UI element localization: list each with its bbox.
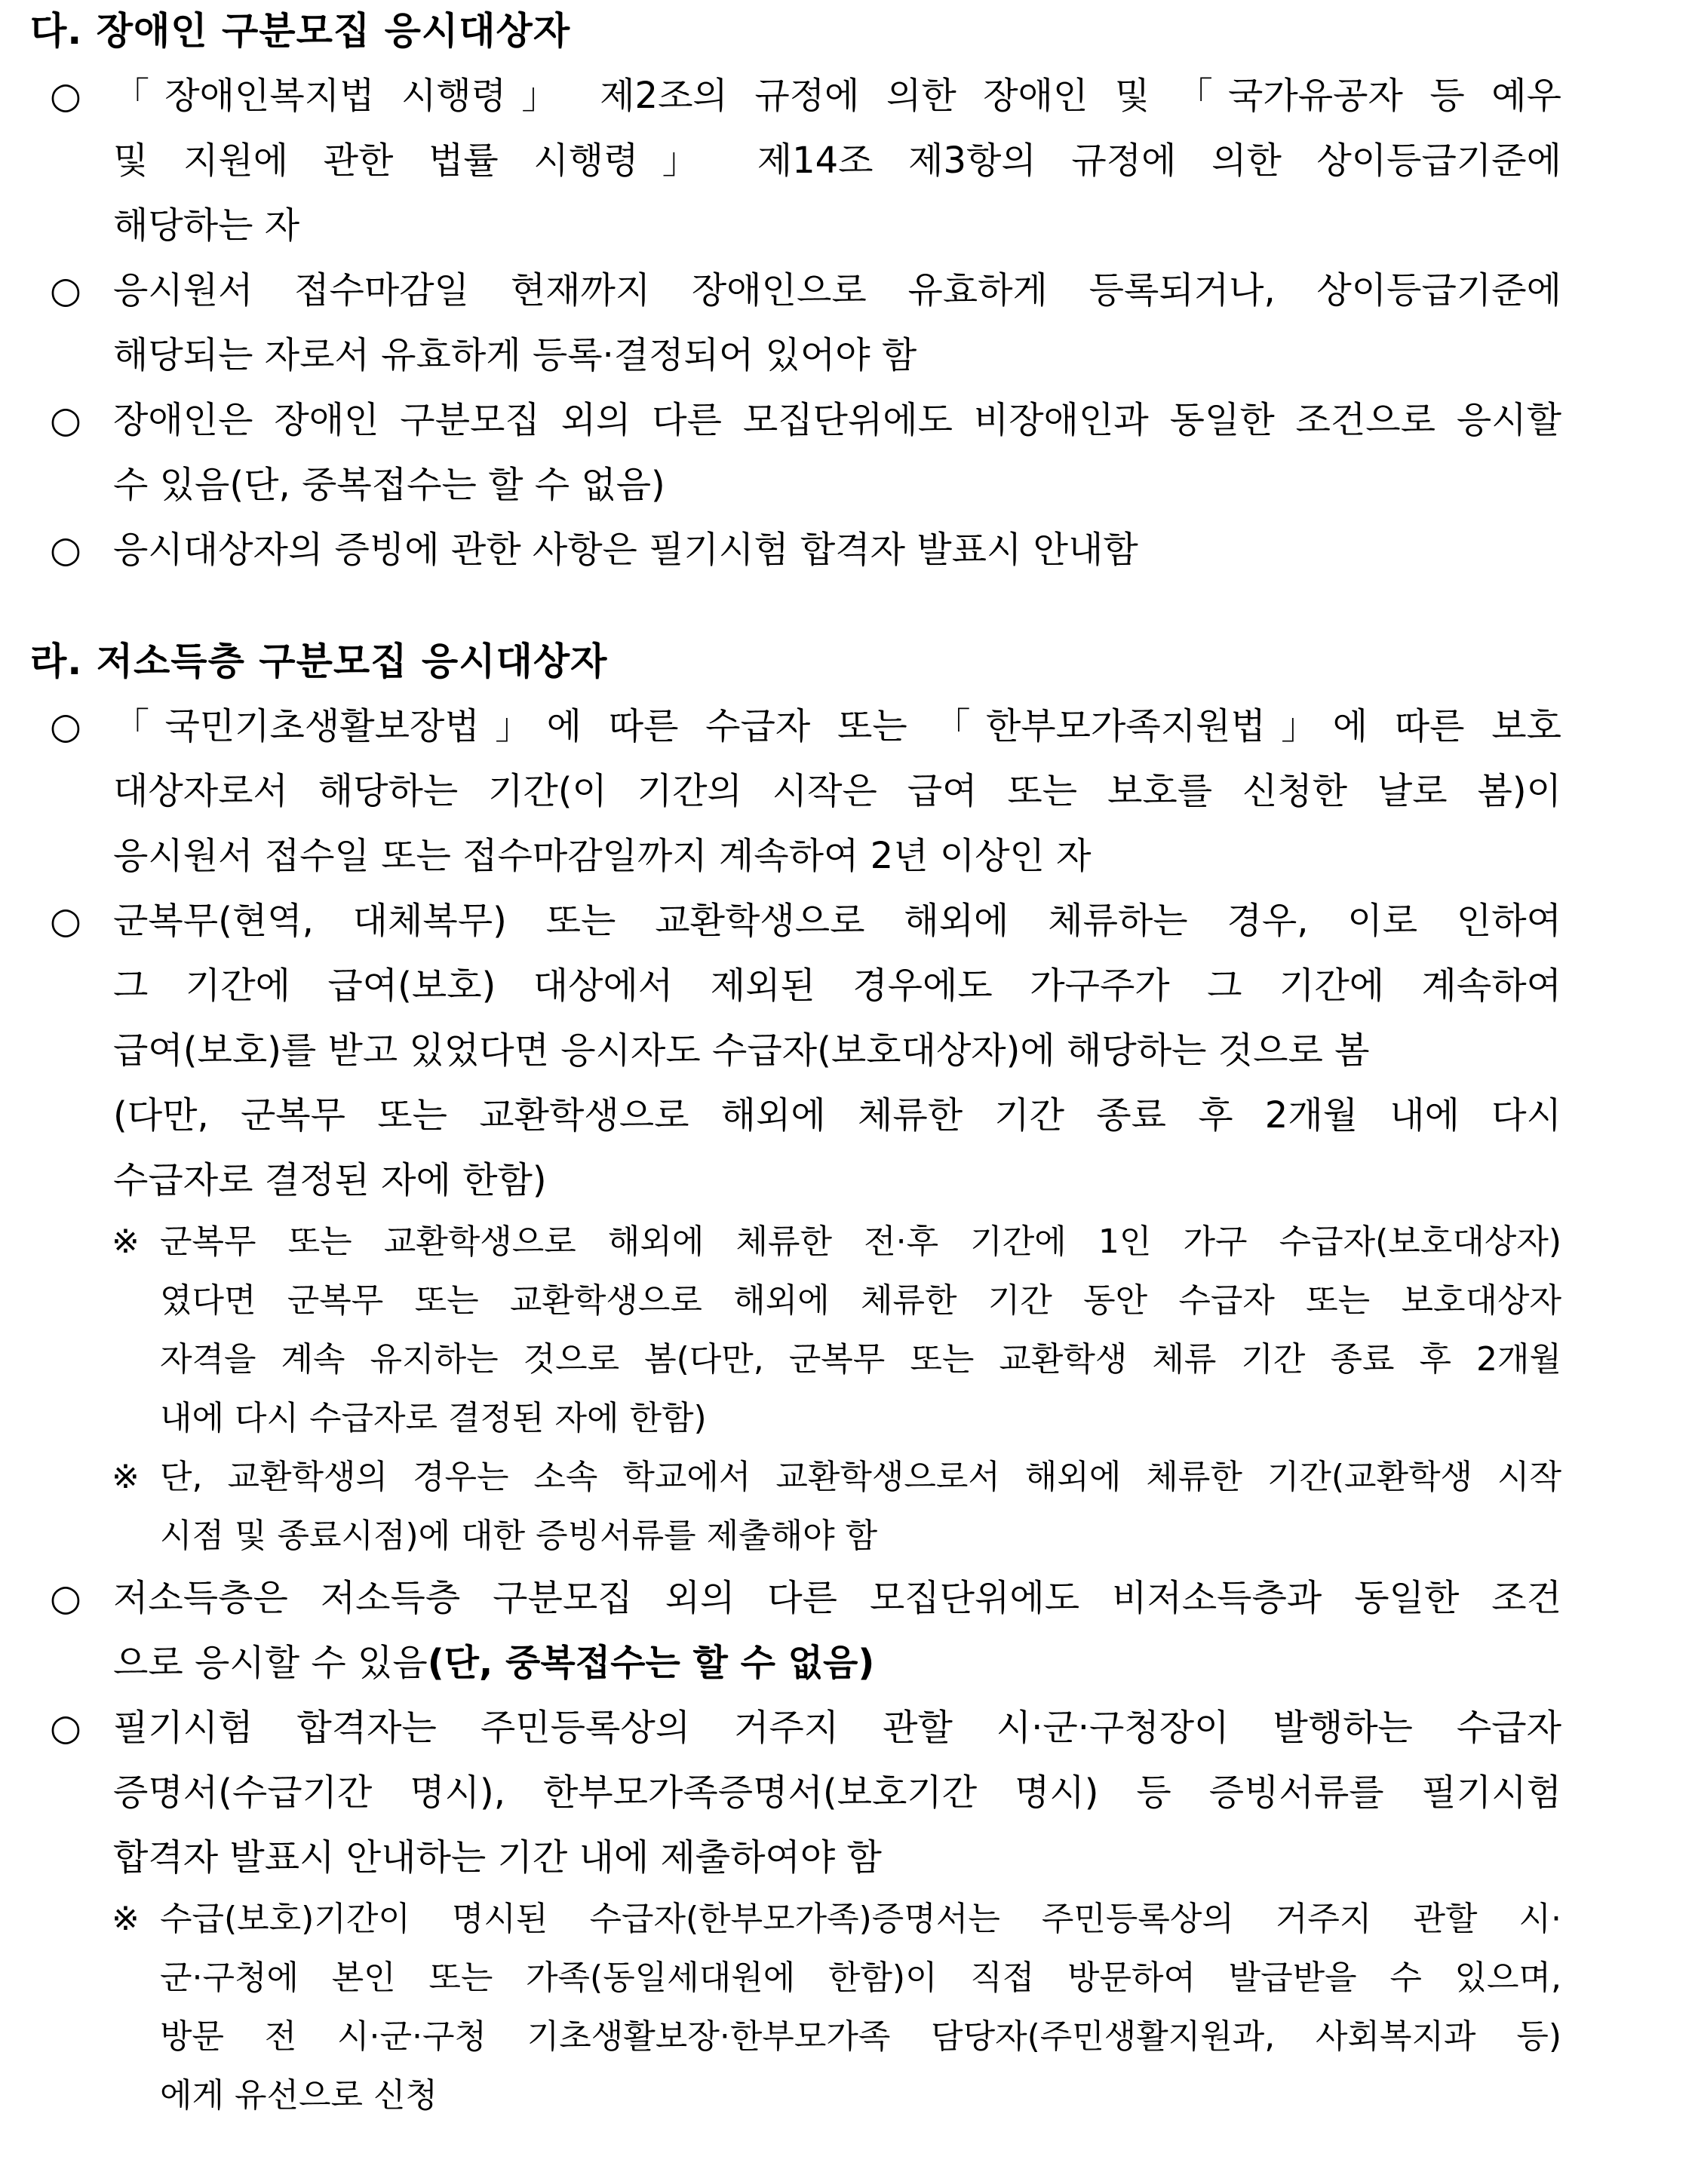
list-item	[30, 888, 1561, 1213]
text-line: 에게 유선으로 신청	[160, 2076, 438, 2115]
list-item	[30, 1695, 1561, 1890]
circle-bullet-icon: ○	[50, 1577, 81, 1619]
reference-mark-icon: ※	[112, 1222, 140, 1261]
circle-bullet-icon: ○	[50, 75, 81, 117]
text-line: 해당되는 자로서 유효하게 등록·결정되어 있어야 함	[113, 334, 917, 376]
text-line: 군복무(현역, 대체복무) 또는 교환학생으로 해외에 체류하는 경우, 이로 인하여	[113, 900, 1561, 942]
text-line: 자격을 계속 유지하는 것으로 봄(다만, 군복무 또는 교환학생 체류 기간 종료 후 2개월	[160, 1340, 1561, 1379]
text-line: 대상자로서 해당하는 기간(이 기간의 시작은 급여 또는 보호를 신청한 날로 봄)이	[113, 770, 1561, 812]
section-title-disabled: 다. 장애인 구분모집 응시대상자	[30, 9, 571, 53]
text-line: 방문 전 시·군·구청 기초생활보장·한부모가족 담당자(주민생활지원과, 사회복지과 등)	[160, 2017, 1561, 2056]
text-line: 필기시험 합격자는 주민등록상의 거주지 관할 시·군·구청장이 발행하는 수급자	[113, 1707, 1561, 1749]
text-line: 해당하는 자	[113, 204, 300, 247]
list-item	[30, 1566, 1561, 1695]
text-line: 합격자 발표시 안내하는 기간 내에 제출하여야 함	[113, 1836, 882, 1879]
text-line: 「국민기초생활보장법」에 따른 수급자 또는 「한부모가족지원법」에 따른 보호	[113, 705, 1561, 747]
reference-mark-icon: ※	[112, 1458, 140, 1496]
text-line: 수급(보호)기간이 명시된 수급자(한부모가족)증명서는 주민등록상의 거주지 관할 시·	[160, 1900, 1561, 1938]
text-line: 그 기간에 급여(보호) 대상에서 제외된 경우에도 가구주가 그 기간에 계속하여	[113, 965, 1561, 1007]
text-line: 시점 및 종료시점)에 대한 증빙서류를 제출해야 함	[160, 1517, 878, 1555]
text-line: 군·구청에 본인 또는 가족(동일세대원에 한함)이 직접 방문하여 발급받을 수 있으며,	[160, 1959, 1561, 1997]
text-line: 군복무 또는 교환학생으로 해외에 체류한 전·후 기간에 1인 가구 수급자(보호대상자)	[160, 1222, 1561, 1261]
text-line: 수급자로 결정된 자에 한함)	[113, 1159, 547, 1201]
list-item	[30, 694, 1561, 888]
circle-bullet-icon: ○	[50, 705, 81, 747]
circle-bullet-icon: ○	[50, 399, 81, 441]
text-bold: (단, 중복접수는 할 수 없음)	[427, 1642, 875, 1684]
note-item	[30, 1448, 1561, 1566]
section-title-low-income: 라. 저소득층 구분모집 응시대상자	[30, 640, 608, 683]
text-plain: 으로 응시할 수 있음	[113, 1642, 428, 1684]
text-line: 응시원서 접수마감일 현재까지 장애인으로 유효하게 등록되거나, 상이등급기준에	[113, 269, 1561, 311]
list-item	[30, 388, 1561, 517]
text-line: 저소득층은 저소득층 구분모집 외의 다른 모집단위에도 비저소득층과 동일한 조건	[113, 1577, 1561, 1619]
circle-bullet-icon: ○	[50, 1707, 81, 1749]
text-line: 증명서(수급기간 명시), 한부모가족증명서(보호기간 명시) 등 증빙서류를 필기시험	[113, 1771, 1561, 1814]
text-line: 급여(보호)를 받고 있었다면 응시자도 수급자(보호대상자)에 해당하는 것으로 봄	[113, 1029, 1370, 1072]
note-item	[30, 1890, 1561, 2125]
list-item	[30, 517, 1561, 582]
text-line: (다만, 군복무 또는 교환학생으로 해외에 체류한 기간 종료 후 2개월 내에 다시	[113, 1094, 1561, 1136]
text-line: 및 지원에 관한 법률 시행령」 제14조 제3항의 규정에 의한 상이등급기준에	[113, 140, 1561, 182]
text-line: 장애인은 장애인 구분모집 외의 다른 모집단위에도 비장애인과 동일한 조건으로 응시할	[113, 399, 1561, 441]
text-line: 였다면 군복무 또는 교환학생으로 해외에 체류한 기간 동안 수급자 또는 보호대상자	[160, 1281, 1561, 1320]
circle-bullet-icon: ○	[50, 269, 81, 311]
text-line: 단, 교환학생의 경우는 소속 학교에서 교환학생으로서 해외에 체류한 기간(교환학생 시작	[160, 1458, 1561, 1496]
text-line: 내에 다시 수급자로 결정된 자에 한함)	[160, 1399, 707, 1437]
circle-bullet-icon: ○	[50, 900, 81, 942]
text-line: 「장애인복지법 시행령」 제2조의 규정에 의한 장애인 및 「국가유공자 등 예우	[113, 75, 1561, 117]
text-line: 응시대상자의 증빙에 관한 사항은 필기시험 합격자 발표시 안내함	[113, 529, 1138, 571]
text-line: 응시원서 접수일 또는 접수마감일까지 계속하여 2년 이상인 자	[113, 835, 1092, 877]
list-item	[30, 63, 1561, 258]
note-item	[30, 1213, 1561, 1448]
list-item	[30, 258, 1561, 388]
text-line-mixed	[113, 1630, 1561, 1695]
circle-bullet-icon: ○	[50, 529, 81, 571]
document-page	[30, 0, 1561, 2125]
reference-mark-icon: ※	[112, 1900, 140, 1938]
text-line: 수 있음(단, 중복접수는 할 수 없음)	[113, 464, 665, 506]
